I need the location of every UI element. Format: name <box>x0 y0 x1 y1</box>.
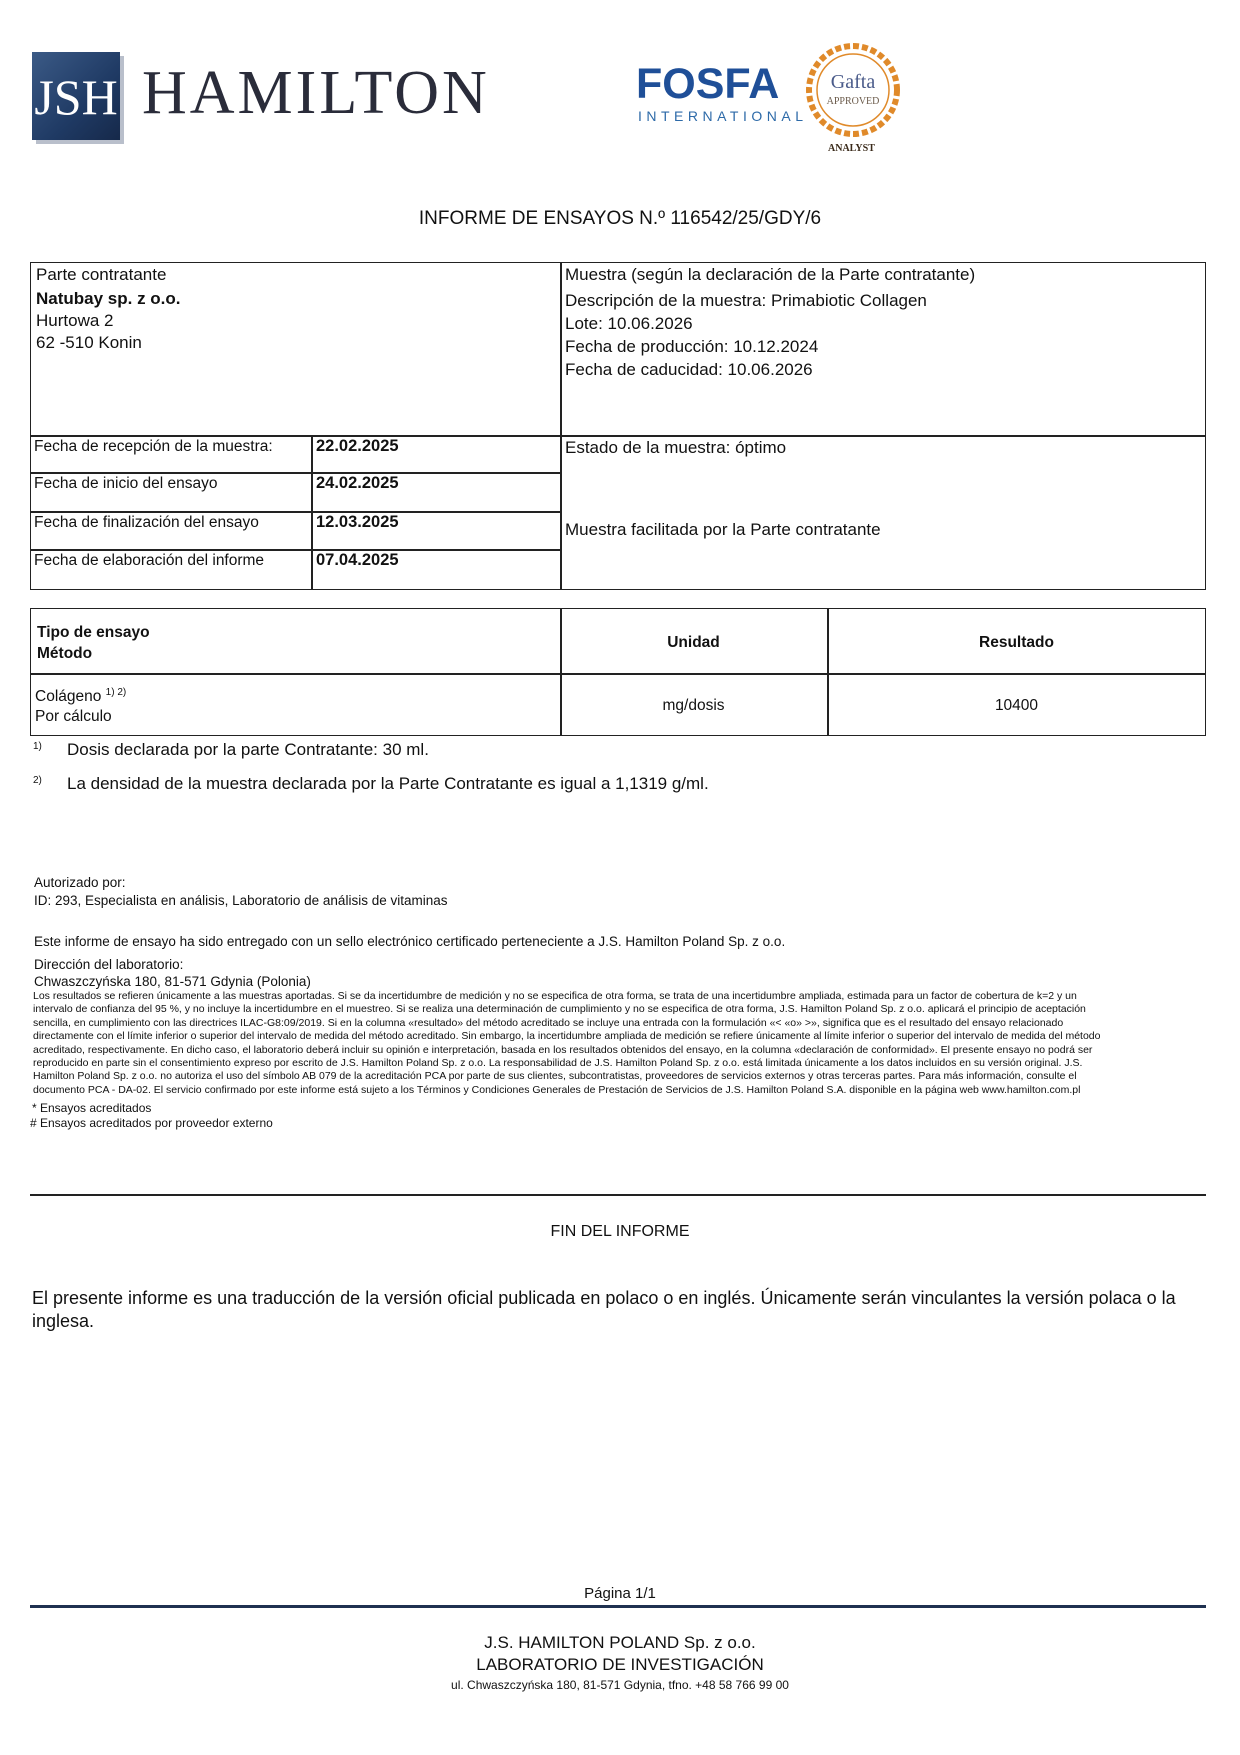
disclaimer-line: directamente con el límite inferior o superior del intervalo de medida del método acreditado. Sin embargo, la incertidumbre ampliada de medición se refiere únicamente al límite inferior o superior del intervalo de medida del método <box>33 1030 1101 1043</box>
sample-header: Muestra (según la declaración de la Parte contratante) <box>565 265 976 284</box>
hamilton-wordmark: HAMILTON <box>142 59 490 127</box>
table-row-method: Por cálculo <box>35 708 112 725</box>
disclaimer-line: Hamilton Poland Sp. z o.o. no autoriza el uso del símbolo AB 079 de la acreditación PCA por parte de sus clientes, subcontratistas, proveedores de servicios externos y otras terceras partes. Para más información, consulte el <box>33 1070 1077 1083</box>
footnote-2-mark: 2) <box>33 775 42 786</box>
sample-expiry-date: Fecha de caducidad: 10.06.2026 <box>565 360 813 379</box>
th-method: Método <box>37 645 93 662</box>
disclaimer-text <box>33 990 1213 1097</box>
footer-address: ul. Chwaszczyńska 180, 81-571 Gdynia, tfno. +48 58 766 99 00 <box>451 1678 789 1692</box>
disclaimer-line: sencilla, en cumplimiento con las directrices ILAC-G8:09/2019. Si en la columna «resultado» del método acreditado se incluye una entrada con la formulación «< «o» >», significa que es el resultado del ensayo relacionado <box>33 1016 1064 1029</box>
date-value-end: 12.03.2025 <box>316 513 399 531</box>
date-label-end: Fecha de finalización del ensayo <box>34 514 259 531</box>
footnote-1-mark: 1) <box>33 741 42 752</box>
date-value-report: 07.04.2025 <box>316 551 399 569</box>
client-name: Natubay sp. z o.o. <box>36 289 181 308</box>
test-results-table <box>30 608 1206 736</box>
table-row-result: 10400 <box>994 697 1039 714</box>
translation-note: El presente informe es una traducción de la versión oficial publicada en polaco o en inglés. Únicamente serán vinculantes la versión polaca o la inglesa. <box>32 1288 1176 1331</box>
sample-production-date: Fecha de producción: 10.12.2024 <box>565 337 819 356</box>
date-label-start: Fecha de inicio del ensayo <box>34 475 218 492</box>
svg-text:Gafta: Gafta <box>830 71 876 93</box>
th-test-type: Tipo de ensayo <box>37 624 150 641</box>
client-address-line1: Hurtowa 2 <box>36 311 114 330</box>
footnote-2-text: La densidad de la muestra declarada por la Parte Contratante es igual a 1,1319 g/ml. <box>67 774 709 793</box>
disclaimer-line: reproducido en parte sin el consentimiento expreso por escrito de J.S. Hamilton Poland Sp. z o.o. La responsabilidad de J.S. Hamilton Poland Sp. z o.o. está limitada únicamente a los datos incluidos en su versión original. J.S. <box>33 1057 1083 1070</box>
footnote-1-text: Dosis declarada por la parte Contratante: 30 ml. <box>67 740 429 759</box>
disclaimer-line: intervalo de confianza del 95 %, y no incluye la incertidumbre en el muestreo. Si se realiza una determinación de cumplimiento y no se especifica de otra forma, J.S. Hamilton Poland Sp. z o.o. aplicará el principio de aceptación <box>33 1003 1086 1016</box>
sample-description: Descripción de la muestra: Primabiotic Collagen <box>565 291 927 310</box>
jsh-monogram-icon <box>32 52 120 140</box>
disclaimer-line: Los resultados se refieren únicamente a las muestras aportadas. Si se da incertidumbre de medición y no se especifica de otra forma, se trata de una incertidumbre ampliada, estimada para un factor de cobertura de k=2 y un <box>33 990 1077 1002</box>
sample-provided-note: Muestra facilitada por la Parte contratante <box>565 520 881 539</box>
footer-lab: LABORATORIO DE INVESTIGACIÓN <box>476 1655 764 1674</box>
fosfa-subtitle: INTERNATIONAL <box>638 108 808 124</box>
th-unit: Unidad <box>667 634 720 651</box>
gafta-analyst-label: ANALYST <box>828 143 875 154</box>
page-number: Página 1/1 <box>584 1585 656 1602</box>
report-title: INFORME DE ENSAYOS N.º 116542/25/GDY/6 <box>418 208 822 229</box>
sample-lot: Lote: 10.06.2026 <box>565 314 693 333</box>
lab-address-label: Dirección del laboratorio: <box>34 957 184 972</box>
disclaimer-line: documento PCA - DA-02. El servicio confirmado por este informe está sujeto a los Términos y Condiciones Generales de Prestación de Servicios de J.S. Hamilton Poland S.A. disponible en la página web www.hamilton.com.pl <box>33 1083 1081 1096</box>
electronic-seal-note: Este informe de ensayo ha sido entregado con un sello electrónico certificado perteneciente a J.S. Hamilton Poland Sp. z o.o. <box>34 934 786 949</box>
footer-divider <box>30 1605 1206 1608</box>
svg-text:JSH: JSH <box>34 69 118 125</box>
authorized-by-label: Autorizado por: <box>34 875 126 890</box>
legend-external-accredited: # Ensayos acreditados por proveedor externo <box>30 1116 273 1130</box>
legend-accredited: * Ensayos acreditados <box>32 1101 152 1115</box>
jsh-logo <box>32 52 120 140</box>
date-value-reception: 22.02.2025 <box>316 437 399 455</box>
table-row-test-name: Colágeno $^{1) 2)}$ <box>35 687 127 706</box>
end-divider <box>30 1194 1206 1196</box>
footer-company: J.S. HAMILTON POLAND Sp. z o.o. <box>484 1633 756 1652</box>
end-of-report: FIN DEL INFORME <box>550 1223 690 1240</box>
client-label: Parte contratante <box>36 265 167 284</box>
authorized-by-id: ID: 293, Especialista en análisis, Laboratorio de análisis de vitaminas <box>34 893 448 908</box>
fosfa-wordmark: FOSFA <box>636 60 780 108</box>
th-result: Resultado <box>979 634 1054 651</box>
gafta-seal-icon <box>805 42 901 138</box>
table-row-unit: mg/dosis <box>662 697 725 714</box>
date-value-start: 24.02.2025 <box>316 474 399 492</box>
date-label-reception: Fecha de recepción de la muestra: <box>34 438 273 455</box>
svg-text:APPROVED: APPROVED <box>826 96 880 107</box>
client-address-line2: 62 -510 Konin <box>36 333 142 352</box>
sample-state: Estado de la muestra: óptimo <box>565 438 787 457</box>
date-label-report: Fecha de elaboración del informe <box>34 552 265 569</box>
disclaimer-line: acreditado, respectivamente. En dicho caso, el laboratorio deberá incluir su opinión e interpretación, basada en los resultados obtenidos del ensayo, en la columna «declaración de conformidad». El presente ensayo no podrá ser <box>33 1043 1093 1056</box>
lab-address: Chwaszczyńska 180, 81-571 Gdynia (Polonia) <box>34 974 311 989</box>
